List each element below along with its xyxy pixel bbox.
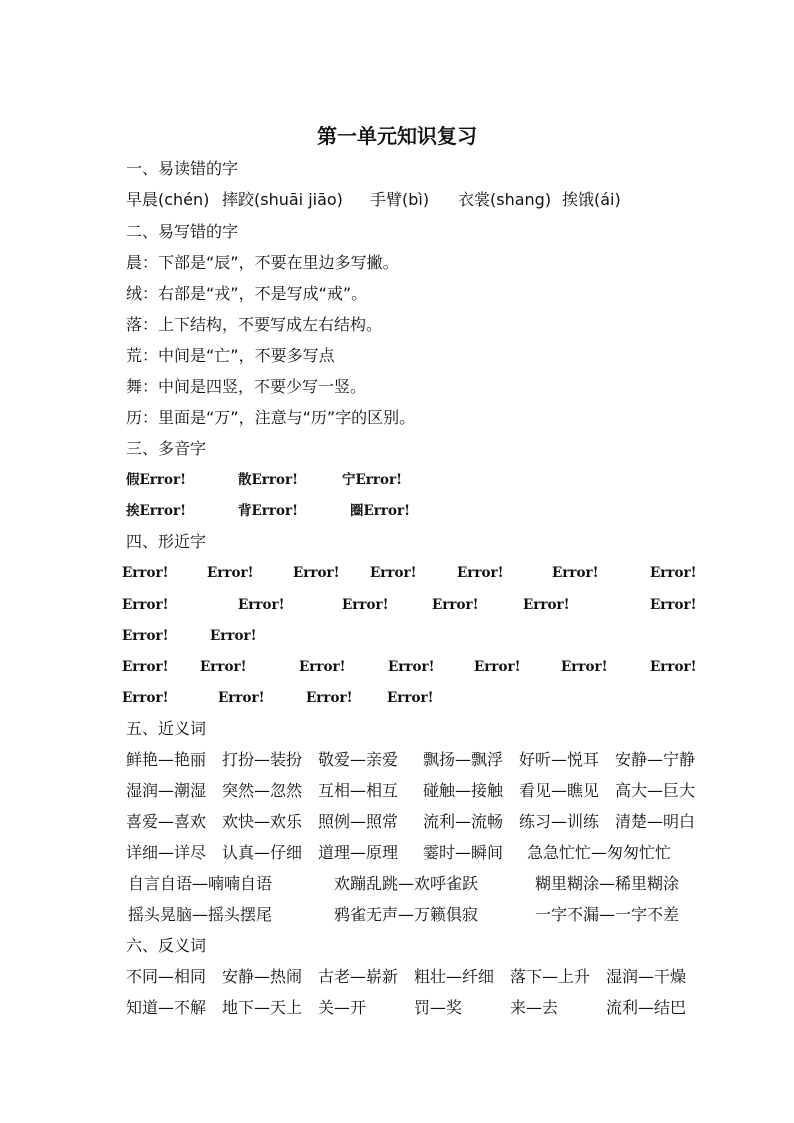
antonym-row (0, 965, 794, 989)
section-heading-text: 六、反义词 (126, 936, 207, 955)
entry-text: Error! (650, 659, 697, 675)
entry-text: 看见—瞧见 (519, 781, 600, 800)
entry-text: 摇头晃脑—摇头摆尾 (128, 905, 273, 924)
entry-text: Error! (210, 628, 257, 644)
section-2-line (0, 282, 794, 306)
section-heading-text: 五、近义词 (126, 719, 207, 738)
entry-text: 舞：中间是四竖，不要少写一竖。 (126, 377, 367, 396)
synonym-row (0, 841, 794, 865)
entry-text: 欢蹦乱跳—欢呼雀跃 (334, 874, 479, 893)
entry-text: Error! (122, 597, 169, 613)
entry-text: Error! (650, 565, 697, 581)
entry-text: Error! (306, 690, 353, 706)
entry-text: 挨饿(ái) (562, 190, 621, 209)
entry-text: 落：上下结构，不要写成左右结构。 (126, 315, 383, 334)
entry-text: 道理—原理 (318, 843, 399, 862)
entry-text: Error! (122, 690, 169, 706)
section-2-line (0, 406, 794, 430)
entry-text: 历：里面是“万”，注意与“历”字的区别。 (126, 408, 416, 427)
section-2-line (0, 313, 794, 337)
entry-text: 急急忙忙—匆匆忙忙 (527, 843, 672, 862)
entry-text: 荒：中间是“亡”，不要多写点 (126, 346, 335, 365)
entry-text: 古老—崭新 (318, 967, 399, 986)
section-4-row (0, 593, 794, 617)
entry-text: Error! (218, 690, 265, 706)
entry-text: 糊里糊涂—稀里糊涂 (535, 874, 680, 893)
entry-text: 霎时—瞬间 (423, 843, 504, 862)
entry-text: 衣裳(shang) (458, 190, 552, 209)
entry-text: 假Error! (126, 472, 187, 488)
entry-text: 鸦雀无声—万籁俱寂 (334, 905, 479, 924)
entry-text: Error! (650, 597, 697, 613)
entry-text: Error! (122, 565, 169, 581)
section-2-line (0, 251, 794, 275)
entry-text: 粗壮—纤细 (414, 967, 495, 986)
entry-text: 散Error! (238, 472, 299, 488)
entry-text: 好听—悦耳 (519, 750, 600, 769)
synonym-row (0, 810, 794, 834)
entry-text: 敬爱—亲爱 (318, 750, 399, 769)
antonym-row (0, 996, 794, 1020)
entry-text: 一字不漏—一字不差 (535, 905, 680, 924)
entry-text: 挨Error! (126, 503, 187, 519)
entry-text: 摔跤(shuāi jiāo) (222, 190, 343, 209)
page-title: 第一单元知识复习 (317, 124, 477, 148)
entry-text: Error! (122, 659, 169, 675)
entry-text: Error! (293, 565, 340, 581)
entry-text: 欢快—欢乐 (222, 812, 303, 831)
entry-text: 地下—天上 (222, 998, 303, 1017)
entry-text: Error! (552, 565, 599, 581)
entry-text: 详细—详尽 (126, 843, 207, 862)
entry-text: 背Error! (238, 503, 299, 519)
entry-text: 照例—照常 (318, 812, 399, 831)
entry-text: Error! (207, 565, 254, 581)
section-1-row (0, 188, 794, 212)
synonym-row (0, 779, 794, 803)
entry-text: Error! (370, 565, 417, 581)
entry-text: 互相—相互 (318, 781, 399, 800)
section-3-row (0, 468, 794, 492)
entry-text: 宁Error! (342, 472, 403, 488)
entry-text: 湿润—潮湿 (126, 781, 207, 800)
entry-text: 碰触—接触 (423, 781, 504, 800)
entry-text: 突然—忽然 (222, 781, 303, 800)
section-4-row (0, 655, 794, 679)
entry-text: Error! (238, 597, 285, 613)
entry-text: 安静—热闹 (222, 967, 303, 986)
section-heading-text: 四、形近字 (126, 532, 207, 551)
entry-text: 练习—训练 (519, 812, 600, 831)
entry-text: 打扮—装扮 (222, 750, 303, 769)
section-4-row (0, 561, 794, 585)
section-5-heading (0, 717, 794, 741)
entry-text: Error! (342, 597, 389, 613)
entry-text: 安静—宁静 (615, 750, 696, 769)
entry-text: 鲜艳—艳丽 (126, 750, 207, 769)
entry-text: 清楚—明白 (615, 812, 696, 831)
entry-text: Error! (457, 565, 504, 581)
entry-text: Error! (122, 628, 169, 644)
entry-text: 不同—相同 (126, 967, 207, 986)
section-heading-text: 二、易写错的字 (126, 222, 239, 241)
section-4-row (0, 624, 794, 648)
entry-text: 罚—奖 (414, 998, 463, 1017)
section-heading-text: 三、多音字 (126, 439, 207, 458)
entry-text: Error! (432, 597, 479, 613)
entry-text: 高大—巨大 (615, 781, 696, 800)
entry-text: 来—去 (510, 998, 559, 1017)
section-heading-text: 一、易读错的字 (126, 159, 239, 178)
entry-text: 绒：右部是“戎”，不是写成“戒”。 (126, 284, 368, 303)
entry-text: 自言自语—喃喃自语 (128, 874, 273, 893)
synonym-row (0, 748, 794, 772)
entry-text: 认真—仔细 (222, 843, 303, 862)
entry-text: 飘扬—飘浮 (423, 750, 504, 769)
entry-text: 流利—结巴 (606, 998, 687, 1017)
entry-text: 关—开 (318, 998, 367, 1017)
section-1-heading (0, 157, 794, 181)
section-2-line (0, 344, 794, 368)
section-3-heading (0, 437, 794, 461)
entry-text: 流利—流畅 (423, 812, 504, 831)
section-3-row (0, 499, 794, 523)
entry-text: 圈Error! (350, 503, 411, 519)
entry-text: 早晨(chén) (126, 190, 210, 209)
section-2-line (0, 375, 794, 399)
entry-text: Error! (523, 597, 570, 613)
synonym-row (0, 872, 794, 896)
entry-text: 手臂(bì) (370, 190, 430, 209)
entry-text: 晨：下部是“辰”，不要在里边多写撇。 (126, 253, 399, 272)
entry-text: 知道—不解 (126, 998, 207, 1017)
entry-text: Error! (474, 659, 521, 675)
entry-text: Error! (299, 659, 346, 675)
synonym-row (0, 903, 794, 927)
entry-text: 湿润—干燥 (606, 967, 687, 986)
entry-text: Error! (200, 659, 247, 675)
section-2-heading (0, 220, 794, 244)
section-4-heading (0, 530, 794, 554)
entry-text: Error! (561, 659, 608, 675)
entry-text: 落下—上升 (510, 967, 591, 986)
section-4-row (0, 686, 794, 710)
entry-text: 喜爱—喜欢 (126, 812, 207, 831)
entry-text: Error! (388, 659, 435, 675)
section-6-heading (0, 934, 794, 958)
entry-text: Error! (387, 690, 434, 706)
